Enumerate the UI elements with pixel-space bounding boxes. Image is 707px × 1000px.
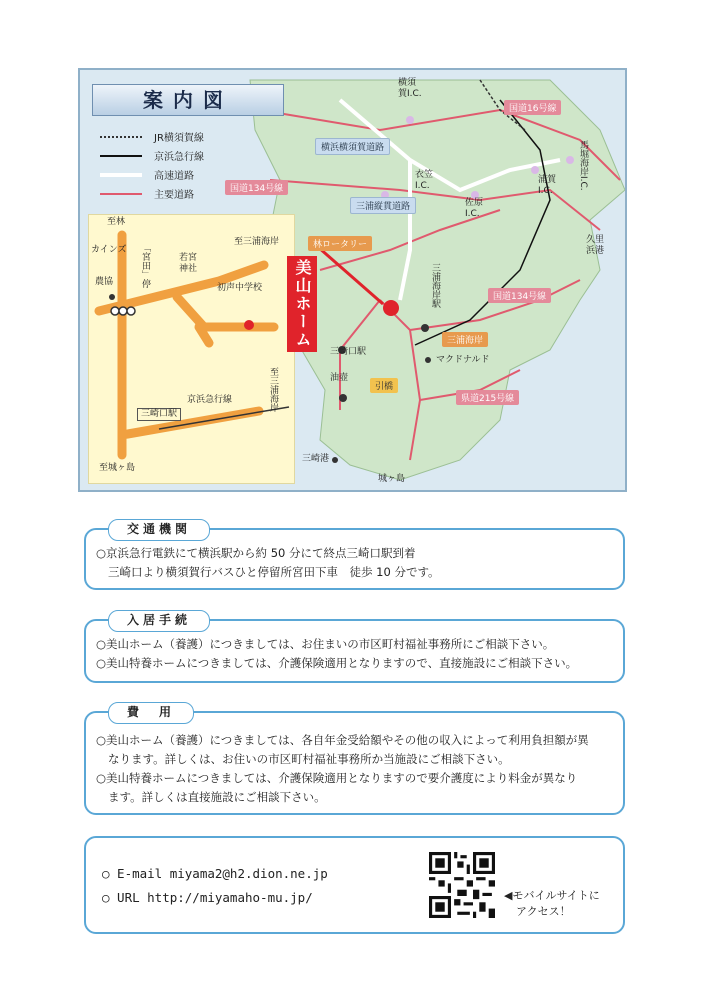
kurihama-label: 久里浜港 (586, 235, 605, 256)
fees-line: ○美山特養ホームにつきましては、介護保険適用となりますので要介護度により料金が異なり (96, 771, 578, 785)
legend-row: 高速道路 (100, 165, 204, 184)
admission-box (84, 613, 625, 683)
mcdonalds-dot (425, 357, 431, 363)
hayashi-rotary-tag: 林ロータリー (308, 236, 372, 251)
legend-row: JR横須賀線 (100, 127, 204, 146)
fees-line: ます。詳しくは直接施設にご相談下さい。 (108, 790, 326, 804)
inset-wakamiya-label: 若宮神社 (179, 253, 198, 274)
route16-tag: 国道16号線 (504, 100, 561, 115)
route134-upper-tag: 国道134号線 (225, 180, 288, 195)
inset-jogashima-label: 至城ヶ島 (99, 463, 136, 473)
jogashima-label: 城ヶ島 (378, 474, 406, 484)
aburatsubo-label: 油壺 (330, 373, 349, 383)
admission-tag: 入居手続 (108, 610, 210, 632)
access-box (84, 522, 625, 590)
mobile-site-note: ◀モバイルサイトに アクセス！ (504, 889, 600, 918)
yokohama-yokosuka-road-tag: 横浜横須賀道路 (315, 138, 390, 155)
email-line[interactable]: ○ E-mail miyama2@h2.dion.ne.jp (102, 866, 328, 881)
kinugasa-ic-label: 衣笠I.C. (415, 170, 434, 191)
miura-kaigan-tag: 三浦海岸 (442, 332, 488, 347)
hikihashi-tag: 引橋 (370, 378, 398, 393)
legend-row: 主要道路 (100, 184, 204, 203)
miyama-home-label: 美山ホーム (287, 256, 317, 352)
fees-line: なります。詳しくは、お住いの市区町村福祉事務所か当施設にご相談下さい。 (108, 752, 510, 766)
admission-line: ○美山ホーム（養護）につきましては、お住まいの市区町村福祉事務所にご相談下さい。 (96, 637, 555, 651)
miura-jukan-road-tag: 三浦縦貫道路 (350, 197, 416, 214)
map-legend (100, 127, 204, 203)
map-title: 案内図 (92, 84, 284, 116)
misaki-port-label: 三崎港 (302, 454, 330, 464)
access-tag: 交通機関 (108, 519, 210, 541)
mcdonalds-label: マクドナルド (436, 355, 490, 365)
aburatsubo-dot (339, 394, 347, 402)
sahara-ic-label: 佐原I.C. (465, 198, 484, 219)
inset-map (88, 214, 295, 484)
miura-kaigan-station-label: 三浦海岸駅 (430, 263, 440, 308)
url-line[interactable]: ○ URL http://miyamaho-mu.jp/ (102, 890, 313, 905)
inset-misakiguchi-label: 三崎口駅 (137, 408, 181, 421)
fees-tag: 費 用 (108, 702, 194, 724)
uraga-ic-label: 浦賀I.C. (538, 175, 557, 196)
inset-to-miura-kaigan-bottom-label: 至三浦海岸 (268, 367, 278, 412)
misakiguchi-station-label: 三崎口駅 (330, 347, 367, 357)
fees-line: ○美山ホーム（養護）につきましては、各自年金受給額やその他の収入によって利用負担額が異 (96, 733, 589, 747)
misaki-port-dot (332, 457, 338, 463)
inset-keikyu-label: 京浜急行線 (187, 395, 233, 405)
inset-hayashi-label: 至林 (107, 217, 126, 227)
contact-box (84, 836, 625, 934)
inset-kainzu-label: カインズ (91, 245, 127, 255)
miura-kaigan-station-dot (421, 324, 429, 332)
inset-nokyo-label: 農協 (95, 277, 114, 287)
pref215-tag: 県道215号線 (456, 390, 519, 405)
legend-row: 京浜急行線 (100, 146, 204, 165)
miyama-home-dot (383, 300, 399, 316)
route134-lower-tag: 国道134号線 (488, 288, 551, 303)
access-line: 三崎口より横須賀行バスひと停留所宮田下車 徒歩 10 分です。 (108, 565, 440, 579)
admission-line: ○美山特養ホームにつきましては、介護保険適用となりますので、直接施設にご相談下さい。 (96, 656, 578, 670)
inset-to-miura-kaigan-top-label: 至三浦海岸 (234, 237, 280, 247)
inset-hatsukoe-label: 初声中学校 (217, 283, 263, 293)
fees-box (84, 705, 625, 815)
qr-code-icon[interactable] (429, 852, 495, 918)
yokosuka-ic-label: 横須賀I.C. (398, 78, 422, 99)
access-line: ○京浜急行電鉄にて横浜駅から約 50 分にて終点三崎口駅到着 (96, 546, 416, 560)
inset-miyata-stop-label: 「宮田」停 (140, 243, 150, 288)
mabori-kaigan-label: 馬堀海岸I.C. (578, 140, 588, 191)
area-map (78, 68, 627, 492)
